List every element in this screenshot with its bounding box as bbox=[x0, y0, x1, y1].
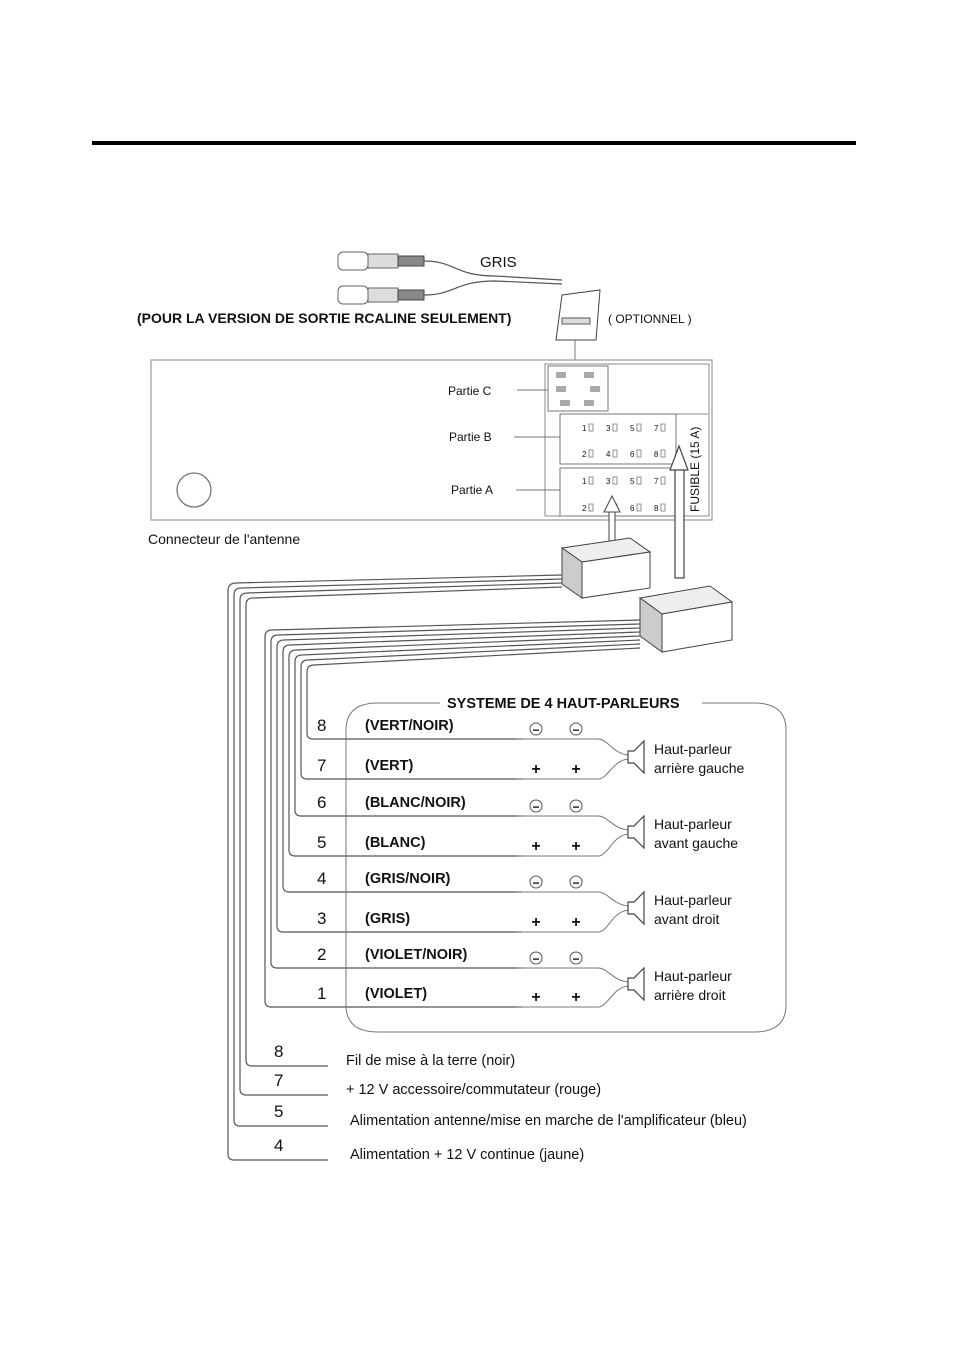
pin-slot bbox=[613, 450, 617, 457]
pin-label: 2 bbox=[582, 450, 587, 459]
speaker-wire-color: (GRIS) bbox=[365, 911, 411, 927]
power-wire-description: Fil de mise à la terre (noir) bbox=[346, 1053, 516, 1069]
minus-terminal: − bbox=[532, 723, 540, 737]
speaker-units bbox=[598, 739, 744, 1007]
speaker-name: Haut-parleur bbox=[654, 892, 732, 908]
speaker-wire-number: 1 bbox=[317, 984, 327, 1003]
rca-optional-label: ( OPTIONNEL ) bbox=[608, 312, 692, 326]
speaker-lead bbox=[598, 910, 628, 932]
pin-slot bbox=[661, 450, 665, 457]
speaker-lead bbox=[598, 986, 628, 1007]
pin-slot bbox=[613, 477, 617, 484]
rca-cable bbox=[338, 252, 600, 362]
header-rule bbox=[92, 141, 856, 145]
speaker-wire-number: 2 bbox=[317, 945, 327, 964]
part-b-label: Partie B bbox=[449, 430, 492, 444]
speaker-wire-number: 8 bbox=[317, 716, 327, 735]
antenna-connector-label: Connecteur de l'antenne bbox=[148, 531, 301, 547]
part-c-label: Partie C bbox=[448, 384, 492, 398]
pin-label: 5 bbox=[630, 424, 635, 433]
speaker-wire-color: (BLANC/NOIR) bbox=[365, 795, 466, 811]
pin-label: 7 bbox=[654, 424, 659, 433]
plus-terminal: + bbox=[571, 761, 581, 778]
speaker-wire-number: 3 bbox=[317, 909, 327, 928]
pin-label: 5 bbox=[630, 477, 635, 486]
speaker-icon bbox=[628, 968, 644, 1000]
pin-slot bbox=[589, 450, 593, 457]
pin-label: 2 bbox=[582, 504, 587, 513]
power-wire-number: 4 bbox=[274, 1136, 284, 1155]
speaker-lead bbox=[598, 834, 628, 856]
speaker-position: avant gauche bbox=[654, 835, 739, 851]
pin-slot bbox=[613, 424, 617, 431]
pin-slot bbox=[589, 477, 593, 484]
pin-label: 3 bbox=[606, 424, 611, 433]
rca-version-label: (POUR LA VERSION DE SORTIE RCALINE SEULEMENT) bbox=[137, 310, 512, 326]
speaker-wire-number: 6 bbox=[317, 793, 327, 812]
plus-terminal: + bbox=[571, 838, 581, 855]
speaker-wire-number: 7 bbox=[317, 756, 327, 775]
speaker-lead bbox=[598, 739, 628, 755]
speaker-wire-color: (VIOLET) bbox=[365, 986, 428, 1002]
speaker-wire-number: 4 bbox=[317, 869, 327, 888]
power-wire-description: + 12 V accessoire/commutateur (rouge) bbox=[346, 1082, 602, 1098]
speaker-wire-color: (VERT/NOIR) bbox=[365, 718, 454, 734]
speaker-name: Haut-parleur bbox=[654, 816, 732, 832]
pin-slot bbox=[661, 504, 665, 511]
speaker-icon bbox=[628, 741, 644, 773]
pin-label: 7 bbox=[654, 477, 659, 486]
speaker-name: Haut-parleur bbox=[654, 968, 732, 984]
plus-terminal: + bbox=[531, 838, 541, 855]
plus-terminal: + bbox=[571, 989, 581, 1006]
minus-terminal: − bbox=[532, 800, 540, 814]
speaker-lead bbox=[598, 968, 628, 982]
pin-slot bbox=[589, 504, 593, 511]
power-wire-description: Alimentation + 12 V continue (jaune) bbox=[350, 1147, 585, 1163]
speaker-lead bbox=[598, 759, 628, 779]
pin-label: 8 bbox=[654, 450, 659, 459]
part-b-socket bbox=[560, 414, 676, 464]
speaker-wire-rows bbox=[317, 716, 598, 1007]
speaker-wire-number: 5 bbox=[317, 833, 327, 852]
speaker-wire-color: (VERT) bbox=[365, 758, 414, 774]
power-wire-number: 8 bbox=[274, 1042, 284, 1061]
speaker-position: arrière gauche bbox=[654, 760, 745, 776]
pin-label: 3 bbox=[606, 477, 611, 486]
speaker-system-title: SYSTEME DE 4 HAUT-PARLEURS bbox=[447, 696, 680, 712]
pin-slot bbox=[637, 424, 641, 431]
speaker-wire-color: (VIOLET/NOIR) bbox=[365, 947, 468, 963]
plug-connector-b bbox=[640, 586, 732, 652]
rca-cable-label: GRIS bbox=[480, 254, 517, 271]
minus-terminal: − bbox=[532, 952, 540, 966]
power-wire-number: 5 bbox=[274, 1102, 284, 1121]
speaker-wire-color: (GRIS/NOIR) bbox=[365, 871, 451, 887]
speaker-lead bbox=[598, 892, 628, 906]
pin-slot bbox=[637, 504, 641, 511]
pin-label: 6 bbox=[630, 504, 635, 513]
minus-terminal: − bbox=[572, 800, 580, 814]
speaker-icon bbox=[628, 816, 644, 848]
speaker-position: arrière droit bbox=[654, 987, 726, 1003]
power-wire-rows bbox=[274, 1042, 747, 1163]
speaker-icon bbox=[628, 892, 644, 924]
pin-label: 6 bbox=[630, 450, 635, 459]
plus-terminal: + bbox=[531, 989, 541, 1006]
speaker-name: Haut-parleur bbox=[654, 741, 732, 757]
minus-terminal: − bbox=[572, 723, 580, 737]
pin-label: 8 bbox=[654, 504, 659, 513]
speaker-position: avant droit bbox=[654, 911, 720, 927]
pin-label: 4 bbox=[606, 450, 611, 459]
pin-slot bbox=[589, 424, 593, 431]
plug-connector-a bbox=[562, 538, 650, 598]
pin-label: 1 bbox=[582, 424, 587, 433]
pin-slot bbox=[661, 477, 665, 484]
minus-terminal: − bbox=[532, 876, 540, 890]
power-wire-number: 7 bbox=[274, 1071, 284, 1090]
part-a-label: Partie A bbox=[451, 483, 494, 497]
power-wire-description: Alimentation antenne/mise en marche de l'amplificateur (bleu) bbox=[350, 1113, 747, 1129]
speaker-lead bbox=[598, 816, 628, 830]
pin-slot bbox=[637, 450, 641, 457]
fuse-label: FUSIBLE (15 A) bbox=[688, 426, 702, 512]
plus-terminal: + bbox=[531, 914, 541, 931]
pin-slot bbox=[637, 477, 641, 484]
pin-slot bbox=[661, 424, 665, 431]
antenna-socket-icon bbox=[177, 473, 211, 507]
pin-label: 1 bbox=[582, 477, 587, 486]
minus-terminal: − bbox=[572, 876, 580, 890]
speaker-wire-color: (BLANC) bbox=[365, 835, 426, 851]
plus-terminal: + bbox=[571, 914, 581, 931]
plus-terminal: + bbox=[531, 761, 541, 778]
minus-terminal: − bbox=[572, 952, 580, 966]
